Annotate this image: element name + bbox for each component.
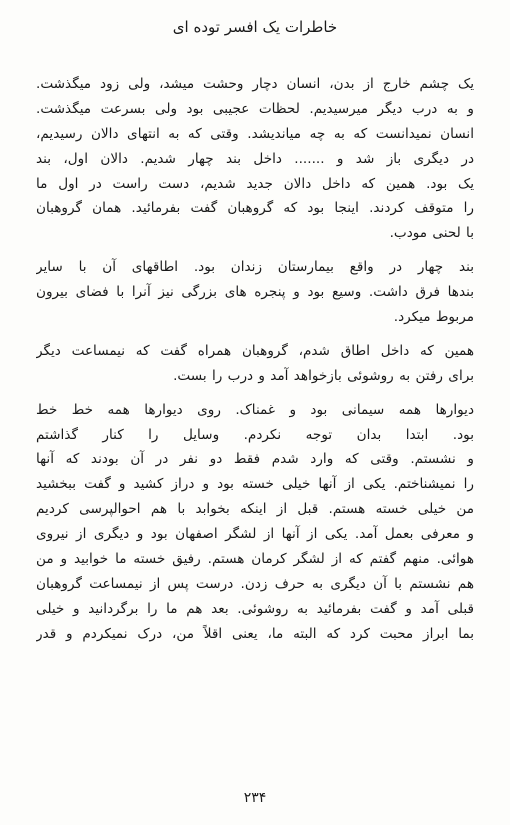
paragraph <box>36 398 474 647</box>
text-line: در دیگری باز شد و ....... داخل بند چهار شدیم. دالان اول، بند <box>36 150 474 167</box>
page-body <box>36 72 474 647</box>
text-line: قبلی آمد و گفت بفرمائید به روشوئی. بعد هم ما را برگردانید و خیلی <box>36 600 474 617</box>
text-line: برای رفتن به روشوئی بازخواهد آمد و درب را بست. <box>173 367 474 384</box>
text-line: با لحنی مودب. <box>389 225 474 242</box>
text-line: را نمیشناختم. یکی از آنها خیلی خسته بود و دراز کشید و گفت ببخشید <box>36 476 474 493</box>
page-number: ۲۳۴ <box>243 790 267 806</box>
text-line: هوائی. منهم گفتم که از لشگر کرمان هستم. رفیق خسته ما خوابید و من <box>36 551 474 568</box>
text-line: همین که داخل اطاق شدم، گروهبان همراه گفت که نیمساعت دیگر <box>36 342 474 359</box>
text-line: بما ابراز محبت کرد که البته ما، یعنی اقلاً من، درک نمیکردم و قدر <box>36 625 474 642</box>
text-line: را متوقف کردند. اینجا بود که گروهبان گفت بفرمائید. همان گروهبان <box>36 200 474 217</box>
text-line: یک بود. همین که داخل دالان جدید شدیم، دست راست در اول ما <box>36 175 474 192</box>
text-line: بند چهار در واقع بیمارستان زندان بود. اطاقهای آن با سایر <box>36 259 474 276</box>
text-line: و به درب دیگر میرسیدیم. لحظات عجیبی بود ولی بسرعت میگذشت. <box>36 100 474 117</box>
paragraph <box>36 255 474 330</box>
text-line: مربوط میکرد. <box>393 309 474 326</box>
page-header: خاطرات یک افسر توده ای <box>172 18 338 36</box>
text-line: و نشستم. وقتی که وارد شدم فقط دو نفر در آن بودند که آنها <box>36 451 474 468</box>
text-line: بندها فرق داشت. وسیع بود و پنجره های بزرگی نیز آنرا با فضای بیرون <box>36 284 474 301</box>
text-line: من خیلی خسته هستم. قبل از اینکه بخوابد با هم احوالپرسی کردیم <box>36 501 474 518</box>
text-line: یک چشم خارج از بدن، انسان دچار وحشت میشد، ولی زود میگذشت. <box>36 76 474 92</box>
paragraph <box>36 72 474 246</box>
text-line: و معرفی بعمل آمد. یکی از آنها از لشگر اصفهان بود و دیگری از نیروی <box>36 526 474 543</box>
text-line: دیوارها همه سیمانی بود و غمناک. روی دیوارها همه خط خط <box>36 401 474 418</box>
paragraph <box>36 339 474 389</box>
text-line: انسان نمیدانست که به چه میاندیشد. وقتی که به انتهای دالان رسیدیم، <box>36 125 474 142</box>
text-line: هم نشستم با آن دیگری به حرف زدن. درست پس از نیمساعت گروهبان <box>36 575 474 592</box>
text-line: بود. ابتدا بدان توجه نکردم. وسایل را کنار گذاشتم <box>36 426 474 443</box>
